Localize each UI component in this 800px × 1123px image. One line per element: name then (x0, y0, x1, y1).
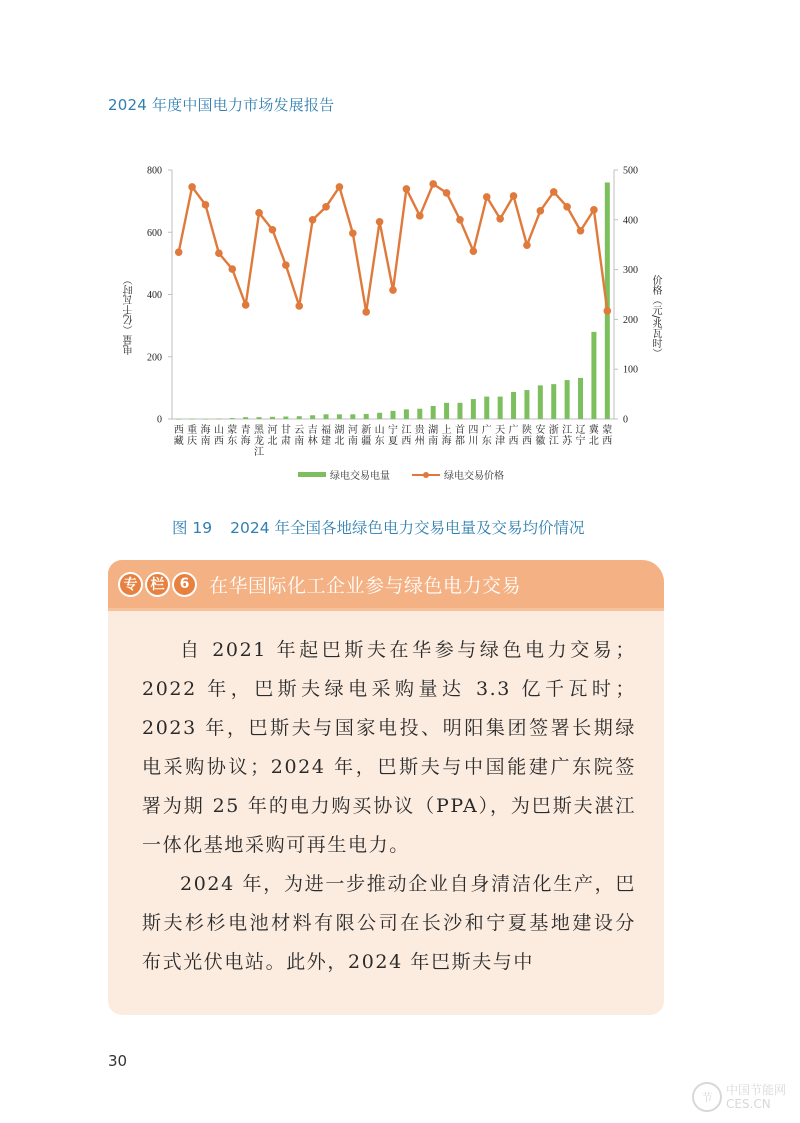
right-tick-label: 500 (623, 165, 638, 177)
box-header (108, 560, 664, 611)
right-tick-label: 300 (623, 265, 638, 277)
left-tick-label: 200 (147, 352, 162, 364)
category-label: 蒙 (602, 425, 613, 436)
price-point (228, 265, 236, 273)
right-tick-label: 0 (623, 414, 628, 426)
category-label: 东 (374, 436, 385, 447)
watermark-line2: CES.CN (726, 1097, 771, 1111)
category-label: 冀 (588, 425, 599, 436)
bar (337, 414, 342, 419)
price-point (322, 203, 330, 211)
category-label: 首 (454, 425, 465, 436)
category-label: 西 (173, 425, 184, 436)
price-point (483, 193, 491, 201)
category-label: 湖 (334, 425, 345, 436)
bar (216, 419, 221, 420)
price-point (416, 212, 424, 220)
bar (190, 419, 195, 420)
bar (457, 403, 462, 419)
price-point (215, 249, 223, 257)
category-label: 广 (481, 425, 492, 436)
category-label: 南 (200, 436, 211, 447)
category-label: 西 (521, 436, 532, 447)
price-point (376, 218, 384, 226)
category-label: 北 (267, 436, 278, 447)
price-point (590, 206, 598, 214)
category-label: 西 (213, 436, 224, 447)
category-label: 浙 (548, 425, 559, 436)
chart-plot (0, 150, 800, 470)
chart-legend (298, 467, 504, 482)
bar (511, 392, 516, 419)
price-point (496, 215, 504, 223)
category-label: 南 (347, 436, 358, 447)
category-label: 北 (588, 436, 599, 447)
badge-char: 栏 (145, 572, 170, 597)
price-point (456, 216, 464, 224)
category-label: 夏 (388, 436, 398, 447)
category-label: 海 (200, 425, 211, 436)
price-point (242, 301, 250, 309)
price-point (523, 241, 531, 249)
sidebar-box (108, 560, 664, 1015)
category-label: 林 (307, 436, 318, 447)
price-point (604, 307, 612, 315)
category-label: 重 (187, 425, 198, 436)
bar (484, 397, 489, 419)
bar (176, 419, 181, 420)
category-label: 天 (495, 425, 506, 436)
category-label: 吉 (307, 425, 318, 436)
bar (565, 380, 570, 419)
category-label: 黑 (254, 425, 265, 436)
category-label: 新 (361, 425, 372, 436)
left-axis-title: 电量（亿千瓦时） (124, 275, 135, 355)
bar-swatch-icon (298, 472, 326, 477)
figure-caption (172, 516, 585, 538)
price-point (188, 183, 196, 191)
price-point (550, 188, 558, 196)
bar (471, 399, 476, 419)
category-label: 津 (495, 436, 506, 447)
legend-item-price (412, 467, 504, 482)
watermark-text (726, 1083, 786, 1111)
category-label: 州 (414, 436, 425, 447)
category-label: 福 (321, 425, 332, 436)
bar (364, 414, 369, 419)
page-number: 30 (108, 1052, 128, 1070)
bar (243, 417, 248, 419)
category-label: 苏 (562, 436, 573, 447)
bar (377, 413, 382, 419)
category-label: 建 (321, 436, 332, 447)
category-label: 川 (468, 436, 479, 447)
category-label: 海 (240, 436, 251, 447)
category-label: 蒙 (227, 425, 238, 436)
category-label: 南 (294, 436, 305, 447)
price-point (389, 286, 397, 294)
price-point (403, 185, 411, 193)
category-label: 徽 (535, 436, 546, 447)
price-point (282, 261, 290, 269)
category-label: 北 (334, 436, 345, 447)
category-label: 陕 (521, 425, 532, 436)
category-label: 海 (441, 436, 452, 447)
price-point (295, 302, 303, 310)
bar (270, 417, 275, 419)
category-label: 江 (401, 425, 412, 436)
category-label: 庆 (187, 436, 198, 447)
figure-title: 2024 年全国各地绿色电力交易电量及交易均价情况 (230, 519, 585, 537)
legend-label: 绿电交易电量 (330, 471, 390, 482)
price-point (362, 308, 370, 316)
price-point (202, 201, 210, 209)
legend-label: 绿电交易价格 (444, 471, 504, 482)
category-label: 安 (535, 425, 546, 436)
bar (203, 419, 208, 420)
category-label: 河 (267, 425, 278, 436)
category-label: 西 (508, 436, 519, 447)
badge-number: 6 (172, 572, 197, 597)
price-point (510, 192, 518, 200)
category-label: 湖 (428, 425, 439, 436)
watermark-logo-icon: 节 (692, 1082, 722, 1112)
category-label: 上 (441, 425, 452, 436)
bar (431, 406, 436, 419)
category-label: 肃 (280, 436, 291, 447)
category-label: 甘 (280, 425, 291, 436)
category-label: 江 (548, 436, 559, 447)
bar (417, 409, 422, 419)
bar (538, 385, 543, 419)
category-label: 疆 (361, 436, 372, 447)
price-point (443, 189, 451, 197)
bar (404, 409, 409, 419)
legend-item-volume (298, 467, 390, 482)
right-tick-label: 200 (623, 314, 638, 326)
bar (578, 378, 583, 419)
price-point (470, 247, 478, 255)
category-label: 山 (374, 425, 385, 436)
category-label: 东 (227, 436, 238, 447)
box-title: 在华国际化工企业参与绿色电力交易 (209, 574, 522, 597)
line-swatch-icon (412, 474, 440, 476)
category-label: 江 (562, 425, 573, 436)
left-tick-label: 600 (147, 227, 162, 239)
right-tick-label: 400 (623, 215, 638, 227)
bar (297, 416, 302, 419)
bar (498, 397, 503, 419)
price-point (255, 209, 263, 217)
category-label: 藏 (173, 436, 184, 447)
price-point (429, 180, 437, 188)
category-label: 贵 (414, 425, 425, 436)
left-tick-label: 0 (157, 414, 162, 426)
bar (350, 414, 355, 419)
category-label: 都 (454, 436, 465, 447)
category-label: 南 (428, 436, 439, 447)
category-label: 四 (468, 425, 479, 436)
price-point (537, 207, 545, 215)
bar (324, 414, 329, 419)
bar (283, 417, 288, 419)
price-point (577, 227, 585, 235)
category-label: 西 (602, 436, 613, 447)
category-label: 龙 (254, 436, 265, 447)
badge-char: 专 (118, 572, 143, 597)
chart (0, 150, 800, 490)
price-point (563, 203, 571, 211)
bar (257, 417, 262, 419)
box-body (108, 611, 664, 982)
watermark-line1: 中国节能网 (726, 1083, 787, 1097)
paragraph: 自 2021 年起巴斯夫在华参与绿色电力交易；2022 年，巴斯夫绿电采购量达 3.3 亿千瓦时；2023 年，巴斯夫与国家电投、明阳集团签署长期绿电采购协议；2024 年，巴斯夫与中国能建广东院签署为期 25 年的电力购买协议（PPA），为巴斯夫湛江一体化基地采购可再生电力。 (142, 639, 636, 856)
category-label: 江 (254, 447, 265, 458)
bar (391, 411, 396, 419)
category-label: 宁 (575, 436, 586, 447)
bar (230, 418, 235, 419)
price-point (336, 183, 344, 191)
price-point (269, 226, 277, 234)
category-label: 辽 (575, 425, 586, 436)
right-axis-title: 价格（元/兆瓦时） (650, 275, 661, 359)
category-label: 东 (481, 436, 492, 447)
category-label: 西 (401, 436, 412, 447)
figure-number: 图 19 (172, 519, 213, 537)
category-label: 云 (294, 425, 305, 436)
watermark (692, 1082, 786, 1112)
right-tick-label: 100 (623, 364, 638, 376)
category-label: 宁 (388, 425, 398, 436)
price-point (309, 216, 317, 224)
bar (444, 403, 449, 419)
paragraph: 2024 年，为进一步推动企业自身清洁化生产，巴斯夫杉杉电池材料有限公司在长沙和宁夏基地建设分布式光伏电站。此外，2024 年巴斯夫与中 (142, 873, 636, 973)
category-label: 广 (508, 425, 519, 436)
running-header: 2024 年度中国电力市场发展报告 (108, 96, 335, 114)
price-point (349, 229, 357, 237)
bar (591, 332, 596, 419)
bar (310, 415, 315, 419)
bar (524, 390, 529, 419)
price-point (175, 248, 183, 256)
left-tick-label: 400 (147, 290, 162, 301)
category-label: 河 (347, 425, 358, 436)
category-label: 青 (240, 425, 251, 436)
bar (551, 384, 556, 419)
category-label: 山 (213, 425, 224, 436)
left-tick-label: 800 (147, 165, 162, 177)
